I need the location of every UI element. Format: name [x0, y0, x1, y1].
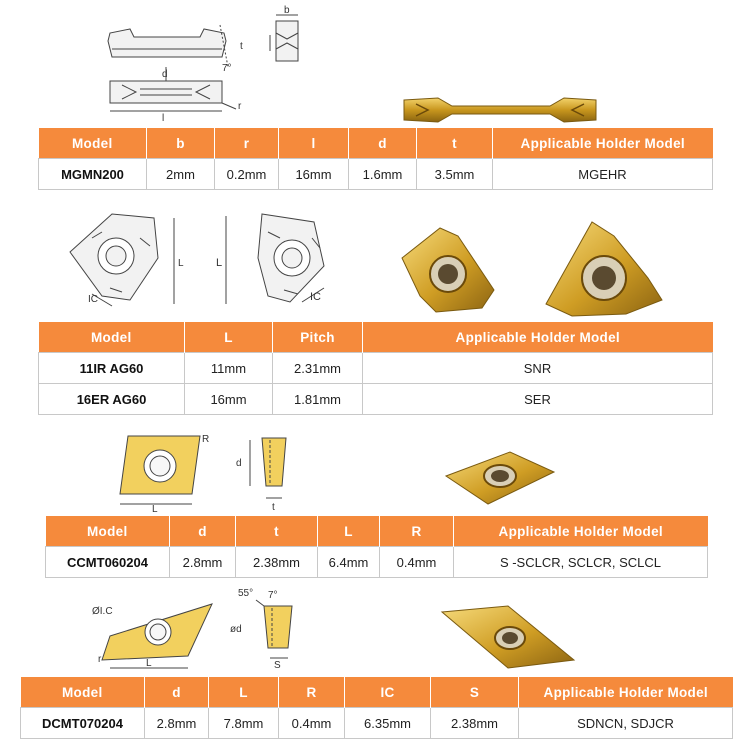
label-t-side: t	[240, 41, 243, 52]
label-55-deg: 55°	[238, 588, 254, 599]
header-t: t	[236, 516, 318, 547]
header-model: Model	[39, 322, 185, 353]
cell-L: 11mm	[185, 353, 273, 384]
cell-model: 16ER AG60	[39, 384, 185, 415]
cell-holder: SER	[363, 384, 713, 415]
spec-table-threading	[38, 322, 713, 415]
cell-holder: MGEHR	[493, 159, 713, 190]
label-S: S	[274, 660, 281, 671]
cell-d: 2.8mm	[145, 708, 209, 739]
header-b: b	[147, 128, 215, 159]
label-IC-right: IC	[310, 291, 321, 303]
header-holder: Applicable Holder Model	[363, 322, 713, 353]
cell-L: 6.4mm	[318, 547, 380, 578]
label-L-right: L	[216, 257, 223, 269]
cell-S: 2.38mm	[431, 708, 519, 739]
header-L: L	[185, 322, 273, 353]
grooving-insert-photo	[400, 92, 600, 128]
header-model: Model	[21, 677, 145, 708]
header-R: R	[380, 516, 454, 547]
table-row	[46, 547, 708, 578]
cell-model: 11IR AG60	[39, 353, 185, 384]
spec-table-ccmt	[45, 516, 708, 578]
spec-table-mgmn	[38, 128, 713, 190]
cell-L: 16mm	[185, 384, 273, 415]
table-row	[39, 353, 713, 384]
threading-insert-photos	[396, 208, 686, 320]
header-R: R	[279, 677, 345, 708]
cell-t: 2.38mm	[236, 547, 318, 578]
cell-holder: S -SCLCR, SCLCR, SCLCL	[454, 547, 708, 578]
table-row	[39, 159, 713, 190]
header-holder: Applicable Holder Model	[493, 128, 713, 159]
label-od: ød	[230, 624, 242, 635]
label-r: r	[98, 654, 102, 665]
cell-pitch: 1.81mm	[273, 384, 363, 415]
label-L: L	[152, 504, 158, 512]
label-t: t	[272, 502, 275, 512]
cell-R: 0.4mm	[279, 708, 345, 739]
cell-d: 1.6mm	[349, 159, 417, 190]
table-row	[21, 708, 733, 739]
threading-insert-diagram	[62, 208, 362, 314]
cell-t: 3.5mm	[417, 159, 493, 190]
label-IC-left: IC	[88, 294, 98, 305]
cell-model: DCMT070204	[21, 708, 145, 739]
header-L: L	[209, 677, 279, 708]
label-7-deg: 7°	[268, 590, 278, 601]
table-header-row	[21, 677, 733, 708]
header-r: r	[215, 128, 279, 159]
header-d: d	[170, 516, 236, 547]
label-seven-deg: 7°	[222, 63, 232, 74]
label-L-left: L	[178, 258, 184, 269]
header-holder: Applicable Holder Model	[454, 516, 708, 547]
header-L: L	[318, 516, 380, 547]
label-d: d	[236, 458, 242, 469]
dcmt-insert-diagram	[88, 584, 308, 674]
cell-L: 7.8mm	[209, 708, 279, 739]
dcmt-insert-photo	[438, 598, 578, 674]
cell-model: CCMT060204	[46, 547, 170, 578]
header-S: S	[431, 677, 519, 708]
table-header-row	[39, 128, 713, 159]
header-pitch: Pitch	[273, 322, 363, 353]
header-model: Model	[39, 128, 147, 159]
table-header-row	[39, 322, 713, 353]
label-b: b	[284, 5, 290, 16]
table-header-row	[46, 516, 708, 547]
header-d: d	[145, 677, 209, 708]
header-d: d	[349, 128, 417, 159]
label-l: l	[162, 113, 165, 124]
cell-IC: 6.35mm	[345, 708, 431, 739]
grooving-insert-diagram	[100, 5, 340, 125]
header-l: l	[279, 128, 349, 159]
cell-holder: SNR	[363, 353, 713, 384]
header-holder: Applicable Holder Model	[519, 677, 733, 708]
label-ol-c: ØI.C	[92, 606, 113, 617]
label-R: R	[202, 434, 210, 445]
header-model: Model	[46, 516, 170, 547]
cell-model: MGMN200	[39, 159, 147, 190]
header-t: t	[417, 128, 493, 159]
cell-d: 2.8mm	[170, 547, 236, 578]
cell-b: 2mm	[147, 159, 215, 190]
cell-r: 0.2mm	[215, 159, 279, 190]
cell-R: 0.4mm	[380, 547, 454, 578]
table-row	[39, 384, 713, 415]
ccmt-insert-photo	[440, 446, 560, 510]
cell-l: 16mm	[279, 159, 349, 190]
header-IC: IC	[345, 677, 431, 708]
spec-table-dcmt	[20, 677, 733, 739]
label-d: d	[162, 69, 168, 80]
cell-holder: SDNCN, SDJCR	[519, 708, 733, 739]
ccmt-insert-diagram	[110, 426, 300, 512]
label-L: L	[146, 658, 152, 669]
label-r: r	[238, 101, 242, 112]
cell-pitch: 2.31mm	[273, 353, 363, 384]
